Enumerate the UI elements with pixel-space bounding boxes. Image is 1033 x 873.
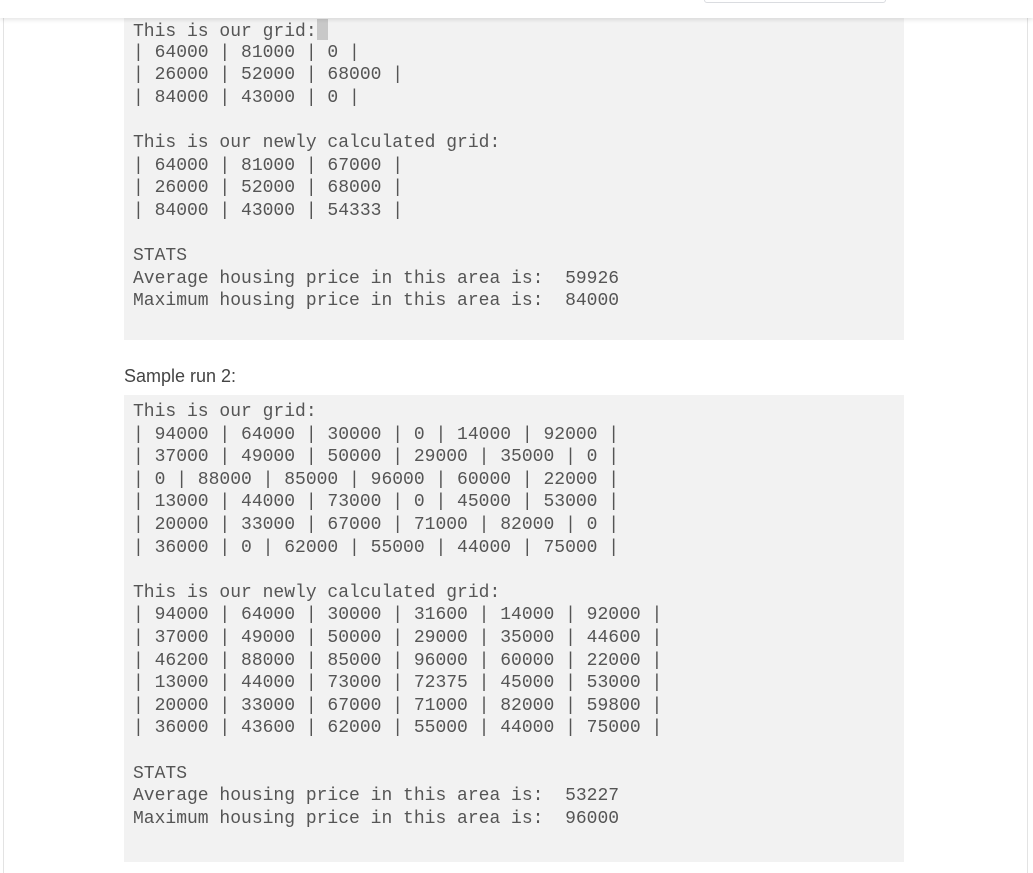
toolbar-input[interactable] bbox=[704, 0, 886, 3]
maximum-price-line: Maximum housing price in this area is: 84000 bbox=[133, 291, 620, 312]
average-price-line: Average housing price in this area is: 53227 bbox=[133, 786, 620, 807]
grid-row: | 94000 | 64000 | 30000 | 0 | 14000 | 92000 | bbox=[133, 424, 620, 445]
sample-run-1-output bbox=[124, 0, 904, 340]
grid-row: | 37000 | 49000 | 50000 | 29000 | 35000 | 0 | bbox=[133, 447, 620, 468]
grid-heading: This is our grid: bbox=[133, 402, 317, 422]
grid-row: | 13000 | 44000 | 73000 | 0 | 45000 | 53000 | bbox=[133, 492, 620, 513]
new-grid-row: | 36000 | 43600 | 62000 | 55000 | 44000 | 75000 | bbox=[133, 718, 663, 739]
new-grid-row: | 84000 | 43000 | 54333 | bbox=[133, 200, 404, 221]
blank-line bbox=[133, 222, 904, 245]
text-cursor bbox=[317, 19, 328, 40]
sample-run-2-label: Sample run 2: bbox=[124, 366, 237, 386]
new-grid-row: | 37000 | 49000 | 50000 | 29000 | 35000 | 44600 | bbox=[133, 627, 663, 648]
grid-row: | 36000 | 0 | 62000 | 55000 | 44000 | 75000 | bbox=[133, 537, 620, 558]
new-grid-row: | 20000 | 33000 | 67000 | 71000 | 82000 | 59800 | bbox=[133, 695, 663, 716]
new-grid-row: | 46200 | 88000 | 85000 | 96000 | 60000 | 22000 | bbox=[133, 650, 663, 671]
blank-line bbox=[133, 740, 904, 763]
stats-heading: STATS bbox=[133, 763, 188, 784]
new-grid-row: | 64000 | 81000 | 67000 | bbox=[133, 155, 404, 176]
blank-line bbox=[133, 109, 904, 132]
new-grid-heading: This is our newly calculated grid: bbox=[133, 132, 501, 153]
grid-row: | 26000 | 52000 | 68000 | bbox=[133, 65, 404, 86]
new-grid-heading: This is our newly calculated grid: bbox=[133, 582, 501, 603]
new-grid-row: | 13000 | 44000 | 73000 | 72375 | 45000 | 53000 | bbox=[133, 673, 663, 694]
average-price-line: Average housing price in this area is: 59926 bbox=[133, 268, 620, 289]
sample-run-2-output bbox=[124, 395, 904, 862]
grid-heading-line bbox=[133, 19, 904, 42]
maximum-price-line: Maximum housing price in this area is: 96000 bbox=[133, 808, 620, 829]
top-toolbar bbox=[0, 0, 1033, 18]
blank-line bbox=[133, 559, 904, 582]
grid-row: | 84000 | 43000 | 0 | bbox=[133, 87, 360, 108]
new-grid-row: | 26000 | 52000 | 68000 | bbox=[133, 178, 404, 199]
grid-heading: This is our grid: bbox=[133, 22, 317, 42]
grid-row: | 20000 | 33000 | 67000 | 71000 | 82000 | 0 | bbox=[133, 514, 620, 535]
grid-row: | 0 | 88000 | 85000 | 96000 | 60000 | 22000 | bbox=[133, 469, 620, 490]
grid-row: | 64000 | 81000 | 0 | bbox=[133, 42, 360, 63]
stats-heading: STATS bbox=[133, 245, 188, 266]
new-grid-row: | 94000 | 64000 | 30000 | 31600 | 14000 | 92000 | bbox=[133, 605, 663, 626]
